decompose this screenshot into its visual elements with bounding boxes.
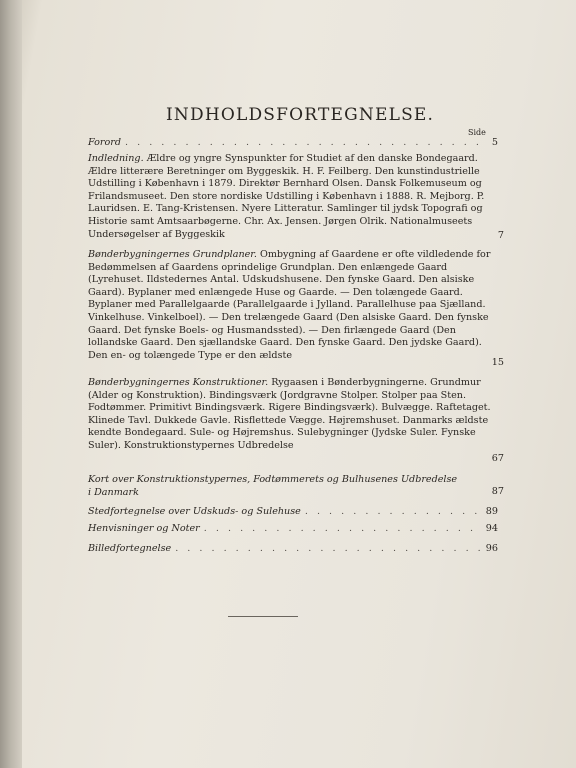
toc-entry-forord xyxy=(88,137,498,150)
toc-entry-henvisninger xyxy=(88,523,498,536)
toc-entry-text: Ombygning af Gaardene er ofte vildledende for Bedømmelsen af Gaardens oprindelige Grundplan. Den enlængede Gaard (Lyrehuset. Ildstedernes Antal. Udskudshusene. Den fynske Gaard. Den alsiske Gaard). Byplaner med enlængede Huse og Gaarde. — Den tolængede Gaard. Byplaner med Parallelgaarde (Parallelgaarde i Jylland. Parallelhuse paa Sjælland. Vinkelhuse. Vinkelboel). — Den trelængede Gaard (Den alsiske Gaard. Den fynske Gaard. Det fynske Boels- og Husmandssted). — Den firlængede Gaard (Den lollandske Gaard. Den sjællandske Gaard. Den fynske Gaard. Den jydske Gaard). Den en- og tolængede Type er den ældste xyxy=(88,249,491,361)
toc-entry-text: Rygaasen i Bønderbygningerne. Grundmur (Alder og Konstruktion). Bindingsværk (Jordgravne Stolper. Stolper paa Sten. Fodtømmer. Primitivt Bindingsværk. Rigere Bindingsværk). Bulvægge. Raftetaget. Klinede Tavl. Dukkede Gavle. Risflettede Vægge. Højremshuset. Danmarks ældste kendte Bondegaard. Sule- og Højremshus. Sulebygninger (Jydske Suler. Fynske Suler). Konstruktionstypernes Udbredelse xyxy=(88,377,491,451)
toc-entry-head: Bønderbygningernes Konstruktioner. xyxy=(88,377,269,388)
toc-entry-konstruktioner xyxy=(88,377,504,464)
dot-leader xyxy=(204,523,480,536)
toc-entry-text: Ældre og yngre Synspunkter for Studiet af den danske Bondegaard. Ældre litterære Beretninger om Byggeskik. H. F. Feilberg. Den kunstindustrielle Udstilling i København i 1879. Direktør Bernhard Olsen. Dansk Folkemuseum og Frilandsmuseet. Den store nordiske Udstilling i København i 1888. R. Mejborg. P. Lauridsen. E. Tang-Kristensen. Nyere Litteratur. Samlinger til jydsk Topografi og Historie samt Amtsaarbøgerne. Chr. Ax. Jensen. Jørgen Olrik. Nationalmuseets Undersøgelser af Byggeskik xyxy=(88,153,485,240)
toc-page-number: 89 xyxy=(485,506,498,517)
toc-page-number: 67 xyxy=(491,453,504,464)
toc-entry-grundplaner xyxy=(88,249,504,368)
toc-entry-head: Stedfortegnelse over Udskuds- og Sulehuse xyxy=(88,506,301,517)
toc-page-number: 87 xyxy=(491,486,504,497)
toc-entry-head: Henvisninger og Noter xyxy=(88,523,200,534)
dot-leader xyxy=(305,506,480,519)
toc-entry-head: Billedfortegnelse xyxy=(88,543,172,554)
toc-page-number: 7 xyxy=(497,230,504,241)
dot-leader xyxy=(175,543,480,556)
toc-entry-stedfortegnelse xyxy=(88,506,498,519)
toc-entry-head: Indledning. xyxy=(88,153,144,164)
toc-entry-head: Kort over Konstruktionstypernes, Fodtømmerets og Bulhusenes Udbredelse i Danmark xyxy=(88,474,458,498)
toc-entry-head: Forord xyxy=(88,137,121,148)
toc-entry-head: Bønderbygningernes Grundplaner. xyxy=(88,249,257,260)
toc-page-number: 96 xyxy=(485,543,498,554)
toc-entry-billedfortegnelse xyxy=(88,543,498,556)
toc-entry-indledning xyxy=(88,153,504,241)
toc-entry-kort xyxy=(88,474,504,499)
toc-page-number: 15 xyxy=(491,357,504,368)
page-column-label: Side xyxy=(468,128,486,137)
closing-rule xyxy=(228,616,298,617)
toc-page-number: 94 xyxy=(485,523,498,534)
toc-page-number: 5 xyxy=(491,137,498,148)
dot-leader xyxy=(125,137,480,150)
book-binding xyxy=(0,0,22,768)
page-title: INDHOLDSFORTEGNELSE. xyxy=(166,105,435,125)
